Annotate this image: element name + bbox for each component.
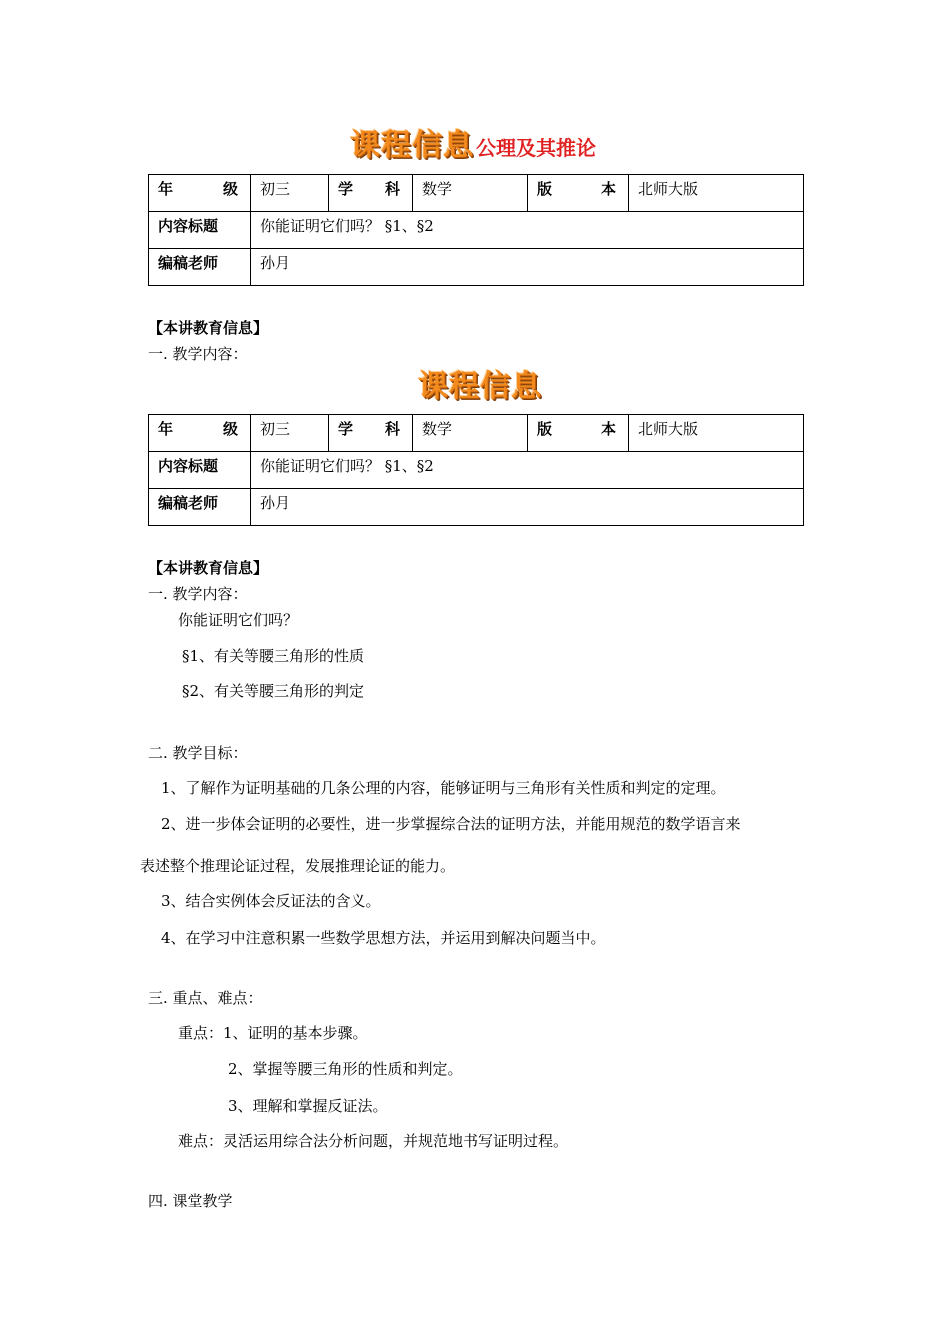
table-row (149, 415, 804, 452)
subject-label: 学 科 (329, 415, 413, 452)
teaching-content-heading: 一. 教学内容： (148, 345, 248, 363)
course-info-banner (350, 120, 596, 164)
course-info-table-2 (148, 414, 804, 526)
keypoint-item: 2、掌握等腰三角形的性质和判定。 (228, 1060, 463, 1078)
keypoint-item: 3、理解和掌握反证法。 (228, 1097, 388, 1115)
goal-item: 4、在学习中注意积累一些数学思想方法，并运用到解决问题当中。 (161, 929, 606, 947)
edition-label: 版 本 (528, 175, 629, 212)
goals-heading: 二. 教学目标： (148, 744, 248, 762)
grade-label: 年 级 (149, 175, 251, 212)
difficulty-item: 难点：灵活运用综合法分析问题，并规范地书写证明过程。 (178, 1132, 569, 1150)
content-label: 内容标题 (149, 452, 251, 489)
subject-label: 学 科 (329, 175, 413, 212)
grade-label: 年 级 (149, 415, 251, 452)
table-row (149, 452, 804, 489)
teaching-content-heading: 一. 教学内容： (148, 585, 248, 603)
grade-value: 初三 (251, 175, 329, 212)
classroom-heading: 四. 课堂教学 (148, 1192, 233, 1210)
subject-value: 数学 (413, 415, 528, 452)
editor-value: 孙月 (251, 489, 804, 526)
list-item: §2、有关等腰三角形的判定 (182, 682, 365, 700)
course-info-logo: 课程信息 (350, 128, 474, 163)
editor-value: 孙月 (251, 249, 804, 286)
goal-item: 1、了解作为证明基础的几条公理的内容，能够证明与三角形有关性质和判定的定理。 (161, 779, 726, 797)
keypoints-heading: 三. 重点、难点： (148, 989, 263, 1007)
edition-label: 版 本 (528, 415, 629, 452)
section-header: 【本讲教育信息】 (148, 559, 269, 577)
goal-item: 3、结合实例体会反证法的含义。 (161, 892, 381, 910)
content-value: 你能证明它们吗？ §1、§2 (251, 452, 804, 489)
edition-value: 北师大版 (629, 175, 804, 212)
course-info-table (148, 174, 804, 286)
goal-item: 表述整个推理论证过程，发展推理论证的能力。 (140, 857, 456, 875)
content-value: 你能证明它们吗？ §1、§2 (251, 212, 804, 249)
list-item: 你能证明它们吗？ (178, 611, 299, 629)
banner-subtitle: 公理及其推论 (476, 136, 596, 160)
table-row (149, 489, 804, 526)
goal-item: 2、进一步体会证明的必要性，进一步掌握综合法的证明方法，并能用规范的数学语言来 (161, 815, 741, 833)
course-info-banner-2 (418, 361, 542, 405)
subject-value: 数学 (413, 175, 528, 212)
edition-value: 北师大版 (629, 415, 804, 452)
editor-label: 编稿老师 (149, 249, 251, 286)
content-label: 内容标题 (149, 212, 251, 249)
table-row (149, 249, 804, 286)
course-info-logo: 课程信息 (418, 369, 542, 404)
grade-value: 初三 (251, 415, 329, 452)
table-row (149, 212, 804, 249)
keypoint-item: 重点：1、证明的基本步骤。 (178, 1024, 368, 1042)
list-item: §1、有关等腰三角形的性质 (182, 647, 365, 665)
table-row (149, 175, 804, 212)
editor-label: 编稿老师 (149, 489, 251, 526)
section-header: 【本讲教育信息】 (148, 319, 269, 337)
